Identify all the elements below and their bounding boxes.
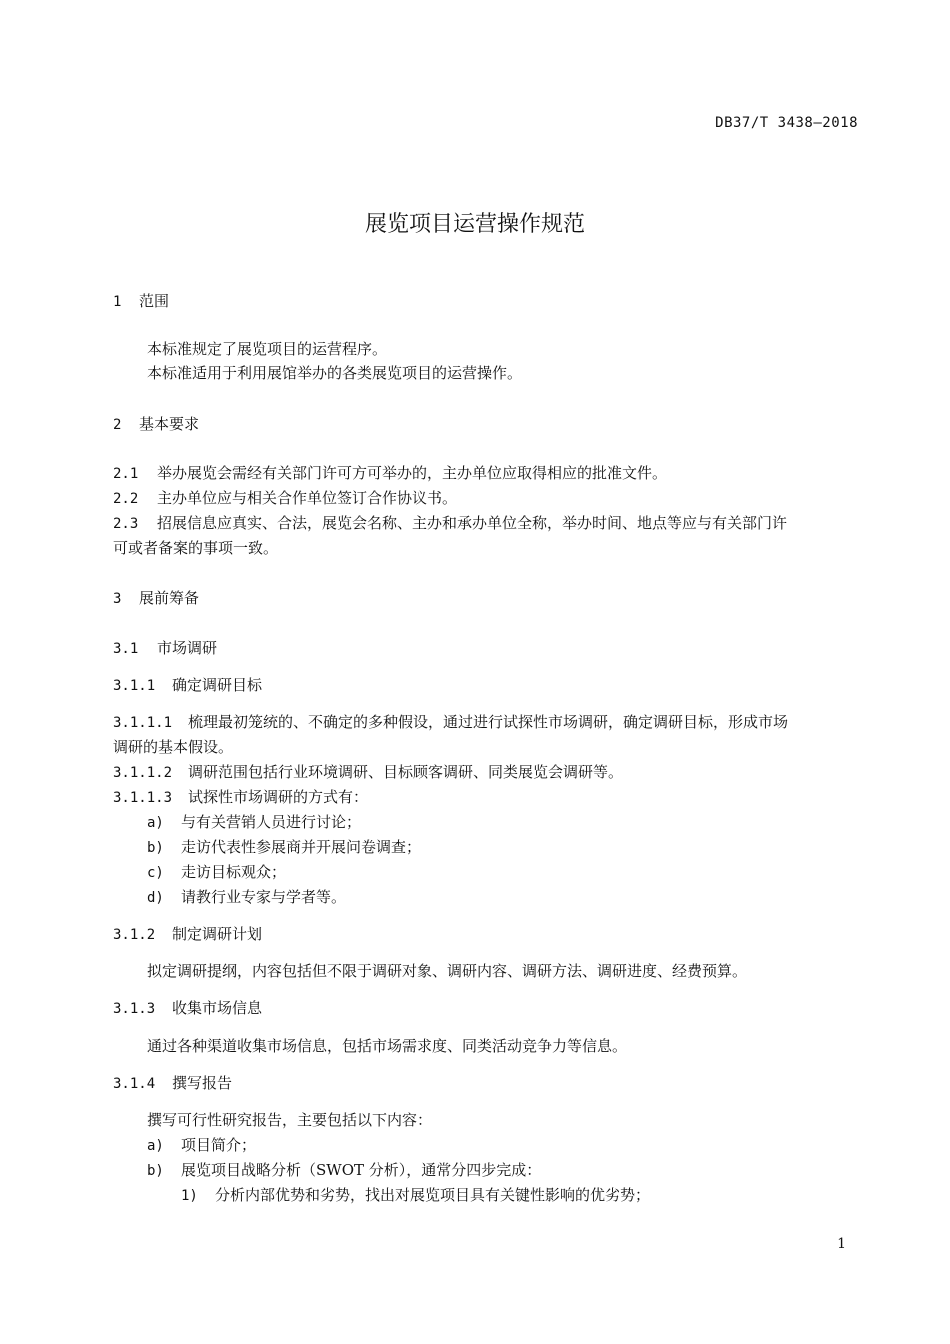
clause-2-3 [113, 512, 787, 533]
clause-number: 2.1 [113, 466, 139, 482]
clause-number: 3.1.1.3 [113, 790, 173, 806]
section-heading-2 [113, 413, 199, 434]
subsection-heading-3-1 [113, 637, 217, 658]
list-item-text: 请教行业专家与学者等。 [181, 888, 347, 906]
list-item [147, 1134, 256, 1155]
section-title: 基本要求 [139, 415, 200, 433]
clause-2-1 [113, 462, 667, 483]
standard-code: DB37/T 3438—2018 [715, 115, 858, 131]
section-heading-1 [113, 290, 169, 311]
clause-number: 3.1.1.2 [113, 765, 173, 781]
page-number: 1 [837, 1236, 846, 1252]
clause-continuation: 可或者备案的事项一致。 [113, 539, 279, 557]
list-item-text: 走访代表性参展商并开展问卷调查； [181, 838, 422, 856]
clause-text: 举办展览会需经有关部门许可方可举办的，主办单位应取得相应的批准文件。 [157, 464, 668, 482]
list-item-text: 与有关营销人员进行讨论； [181, 813, 362, 831]
section-title: 撰写报告 [172, 1074, 233, 1092]
section-number: 3.1.1 [113, 678, 156, 694]
clause-number: 3.1.1.1 [113, 715, 173, 731]
clause-3-1-1-3 [113, 786, 368, 807]
subsection-heading-3-1-4 [113, 1072, 232, 1093]
clause-3-1-1-1 [113, 711, 788, 732]
list-item [147, 836, 421, 857]
section-title: 范围 [139, 292, 170, 310]
subsection-heading-3-1-3 [113, 997, 262, 1018]
section-title: 市场调研 [157, 639, 218, 657]
clause-text: 主办单位应与相关合作单位签订合作协议书。 [157, 489, 458, 507]
section-number: 1 [113, 294, 122, 310]
list-marker: a) [147, 1138, 164, 1154]
list-marker: c) [147, 865, 164, 881]
clause-text: 梳理最初笼统的、不确定的多种假设，通过进行试探性市场调研，确定调研目标，形成市场 [188, 713, 789, 731]
list-item-text: 展览项目战略分析（SWOT 分析），通常分四步完成： [181, 1161, 542, 1179]
section-heading-3 [113, 587, 199, 608]
paragraph: 本标准规定了展览项目的运营程序。 [147, 340, 388, 358]
section-number: 3.1.2 [113, 927, 156, 943]
clause-2-2 [113, 487, 457, 508]
list-item [147, 886, 346, 907]
clause-text: 调研范围包括行业环境调研、目标顾客调研、同类展览会调研等。 [188, 763, 624, 781]
paragraph: 通过各种渠道收集市场信息，包括市场需求度、同类活动竞争力等信息。 [147, 1037, 628, 1055]
clause-number: 2.3 [113, 516, 139, 532]
list-item-text: 走访目标观众； [181, 863, 287, 881]
section-title: 确定调研目标 [172, 676, 263, 694]
section-number: 3 [113, 591, 122, 607]
list-marker: b) [147, 840, 164, 856]
clause-text: 试探性市场调研的方式有： [188, 788, 369, 806]
list-item-text: 分析内部优势和劣势，找出对展览项目具有关键性影响的优劣势； [215, 1186, 651, 1204]
list-marker: b) [147, 1163, 164, 1179]
clause-number: 2.2 [113, 491, 139, 507]
list-item [147, 1159, 541, 1180]
list-marker: d) [147, 890, 164, 906]
section-number: 3.1.3 [113, 1001, 156, 1017]
list-marker: 1) [181, 1188, 198, 1204]
paragraph: 本标准适用于利用展馆举办的各类展览项目的运营操作。 [147, 364, 523, 382]
section-title: 展前筹备 [139, 589, 200, 607]
sub-list-item [181, 1184, 650, 1205]
section-number: 3.1 [113, 641, 139, 657]
list-item [147, 811, 361, 832]
subsection-heading-3-1-1 [113, 674, 262, 695]
clause-3-1-1-2 [113, 761, 623, 782]
clause-continuation: 调研的基本假设。 [113, 738, 234, 756]
section-number: 3.1.4 [113, 1076, 156, 1092]
list-item-text: 项目简介； [181, 1136, 257, 1154]
paragraph: 撰写可行性研究报告，主要包括以下内容： [147, 1111, 433, 1129]
section-title: 制定调研计划 [172, 925, 263, 943]
paragraph: 拟定调研提纲，内容包括但不限于调研对象、调研内容、调研方法、调研进度、经费预算。 [147, 962, 748, 980]
section-title: 收集市场信息 [172, 999, 263, 1017]
section-number: 2 [113, 417, 122, 433]
subsection-heading-3-1-2 [113, 923, 262, 944]
document-title: 展览项目运营操作规范 [364, 212, 585, 237]
list-item [147, 861, 286, 882]
clause-text: 招展信息应真实、合法，展览会名称、主办和承办单位全称，举办时间、地点等应与有关部门许 [157, 514, 788, 532]
list-marker: a) [147, 815, 164, 831]
